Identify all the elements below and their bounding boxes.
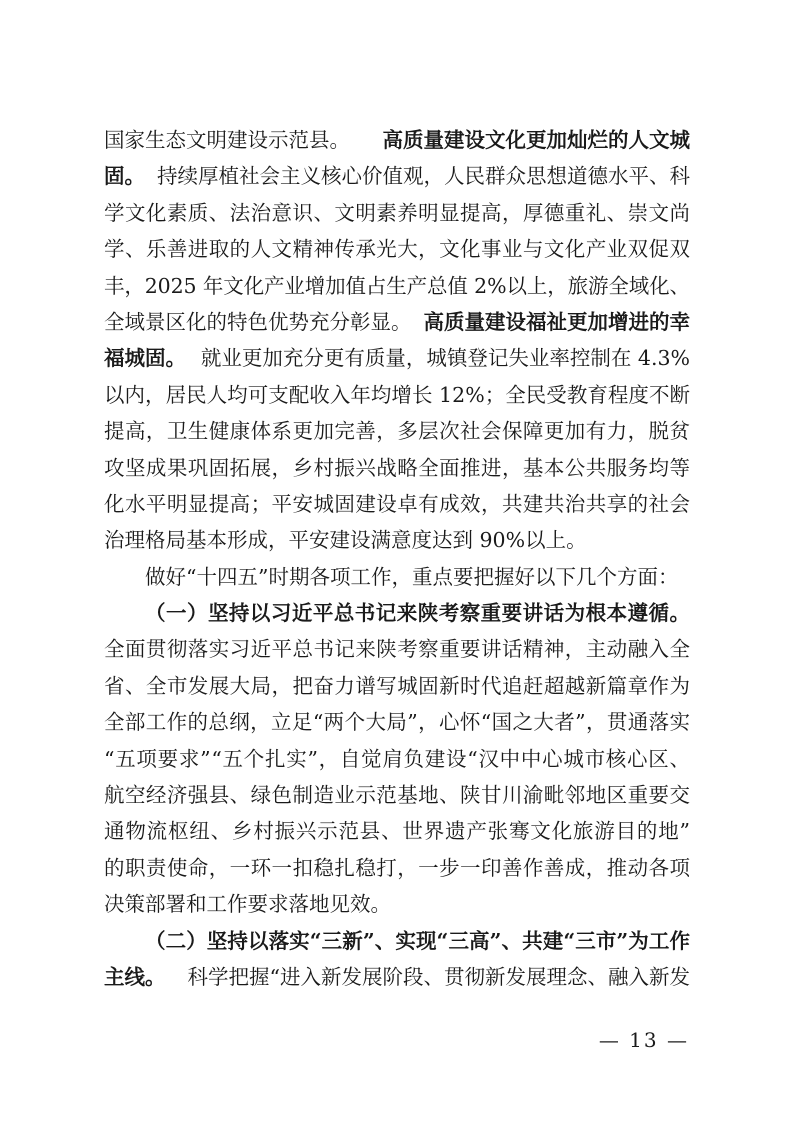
text-line bbox=[104, 268, 690, 304]
text-line bbox=[104, 340, 690, 376]
text-segment: 国家生态文明建设示范县。 bbox=[104, 128, 350, 152]
text-segment: 丰，2025 年文化产业增加值占生产总值 2%以上，旅游全域化、 bbox=[104, 273, 690, 298]
text-line bbox=[104, 813, 690, 849]
section-heading-one bbox=[104, 595, 690, 631]
page-number: — 13 — bbox=[598, 1028, 689, 1052]
bold-heading-segment: 固。 bbox=[104, 164, 145, 189]
text-line bbox=[104, 741, 690, 777]
text-line bbox=[104, 450, 690, 486]
text-segment: 省、全市发展大局，把奋力谱写城固新时代追赶超越新篇章作为 bbox=[104, 673, 691, 698]
text-line bbox=[104, 122, 690, 158]
bold-heading-segment: （二）坚持以落实“三新”、实现“三高”、共建“三市”为工作 bbox=[145, 928, 691, 953]
text-segment: 做好“十四五”时期各项工作，重点要把握好以下几个方面： bbox=[145, 564, 679, 589]
text-segment: 通物流枢纽、乡村振兴示范县、世界遗产张骞文化旅游目的地” bbox=[104, 819, 691, 844]
text-line bbox=[104, 886, 690, 922]
text-line bbox=[104, 377, 690, 413]
bold-heading-segment: （一）坚持以习近平总书记来陕考察重要讲话为根本遵循。 bbox=[145, 601, 691, 626]
paragraph-first-line bbox=[104, 559, 690, 595]
text-segment: 就业更加充分更有质量，城镇登记失业率控制在 4.3% bbox=[200, 346, 690, 371]
text-segment: 的职责使命，一环一扣稳扎稳打，一步一印善作善成，推动各项 bbox=[104, 855, 691, 880]
text-line bbox=[104, 631, 690, 667]
text-segment: 学、乐善进取的人文精神传承光大，文化事业与文化产业双促双 bbox=[104, 237, 691, 262]
body-text bbox=[104, 122, 690, 995]
text-line bbox=[104, 522, 690, 558]
text-segment: 以内，居民人均可支配收入年均增长 12%；全民受教育程度不断 bbox=[104, 382, 691, 407]
text-line bbox=[104, 231, 690, 267]
text-line bbox=[104, 668, 690, 704]
text-line bbox=[104, 158, 690, 194]
text-segment: 化水平明显提高；平安城固建设卓有成效，共建共治共享的社会 bbox=[104, 491, 691, 516]
text-segment: 全面贯彻落实习近平总书记来陕考察重要讲话精神，主动融入全 bbox=[104, 637, 691, 662]
bold-heading-segment: 福城固。 bbox=[104, 346, 186, 371]
text-line bbox=[104, 195, 690, 231]
text-line bbox=[104, 486, 690, 522]
bold-heading-segment: 高质量建设福祉更加增进的幸 bbox=[423, 309, 690, 334]
text-segment: 决策部署和工作要求落地见效。 bbox=[104, 892, 391, 917]
text-segment: 学文化素质、法治意识、文明素养明显提高，厚德重礼、崇文尚 bbox=[104, 200, 691, 225]
text-segment: “五项要求”“五个扎实”，自觉肩负建设“汉中中心城市核心区、 bbox=[104, 746, 691, 771]
text-segment: 攻坚成果巩固拓展，乡村振兴战略全面推进，基本公共服务均等 bbox=[104, 455, 691, 480]
text-segment: 全域景区化的特色优势充分彰显。 bbox=[104, 309, 412, 334]
section-heading-two bbox=[104, 923, 690, 959]
text-segment: 治理格局基本形成，平安建设满意度达到 90%以上。 bbox=[104, 528, 587, 553]
text-segment: 航空经济强县、绿色制造业示范基地、陕甘川渝毗邻地区重要交 bbox=[104, 783, 691, 808]
text-line bbox=[104, 413, 690, 449]
text-segment: 持续厚植社会主义核心价值观，人民群众思想道德水平、科 bbox=[157, 164, 690, 189]
text-segment: 科学把握“进入新发展阶段、贯彻新发展理念、融入新发 bbox=[187, 964, 690, 989]
text-segment: 提高，卫生健康体系更加完善，多层次社会保障更加有力，脱贫 bbox=[104, 419, 691, 444]
bold-heading-segment: 主线。 bbox=[104, 964, 166, 989]
text-line bbox=[104, 304, 690, 340]
text-segment: 全部工作的总纲，立足“两个大局”，心怀“国之大者”，贯通落实 bbox=[104, 710, 691, 735]
bold-heading-segment: 高质量建设文化更加灿烂的人文城 bbox=[382, 128, 690, 152]
text-line bbox=[104, 850, 690, 886]
text-line bbox=[104, 777, 690, 813]
text-line bbox=[104, 959, 690, 995]
text-line bbox=[104, 704, 690, 740]
